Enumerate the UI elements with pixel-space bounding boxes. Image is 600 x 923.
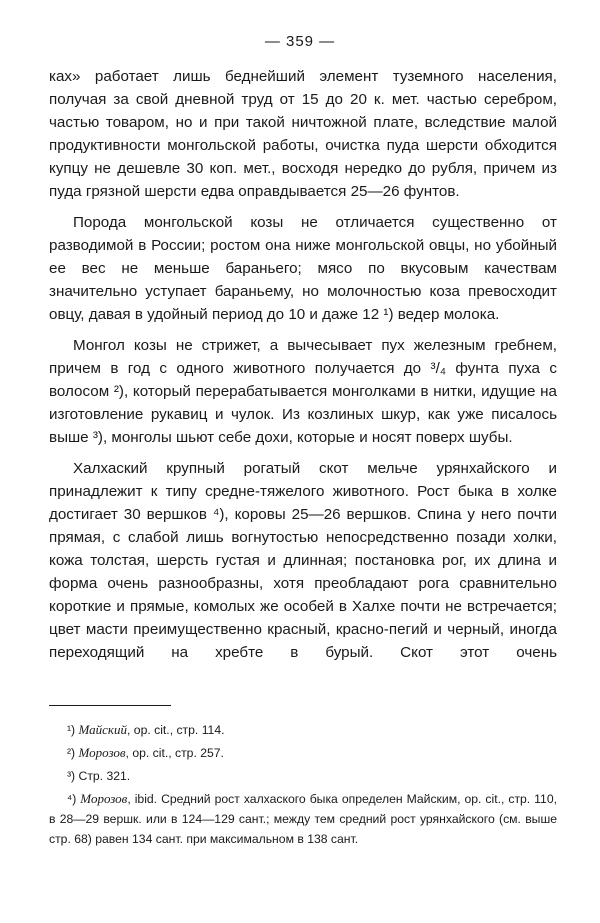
footnote-3 [49, 766, 557, 786]
footnote-author: Морозов [78, 745, 126, 760]
paragraph-goat-down: Монгол козы не стрижет, а вычесывает пух железным гребнем, причем в год с одного животного получается до ³/₄ фунта пуха с волосом ²), который перерабатывается монголками в нитки, идущие на изготовление рукавиц и чулок. Из козлиных шкур, как уже писалось выше ³), монголы шьют себе дохи, которые и носят поверх шубы. [49, 337, 557, 446]
main-text [49, 65, 557, 672]
footnotes [49, 720, 557, 852]
paragraph-cattle: Халхаский крупный рогатый скот мельче урянхайского и принадлежит к типу средне-тяжелого животного. Рост быка в холке достигает 30 вершков ⁴), коровы 25—26 вершков. Спина у него почти прямая, с слабой лишь вогнутостью непосредственно позади холки, кожа толстая, шерсть густая и длинная; постановка рог, их длина и форма очень разнообразны, хотя преобладают рога сравнительно короткие и прямые, комолых же особей в Халхе почти не встречается; цвет масти преимущественно красный, красно-пегий и черный, иногда переходящий на хребте в бурый. Скот этот очень [49, 460, 557, 661]
page-number: — 359 — [264, 33, 336, 50]
footnote-mark: ³) [67, 769, 76, 783]
footnote-mark: ⁴) [67, 792, 77, 806]
footnote-text: , op. cit., стр. 114. [127, 723, 225, 737]
footnote-mark: ¹) [67, 723, 76, 737]
footnote-mark: ²) [67, 746, 76, 760]
footnote-text: , op. cit., стр. 257. [125, 746, 224, 760]
footnote-text: , ibid. Средний рост халхаского быка определен Майским, op. cit., стр. 110, в 28—29 вершк. или в 124—129 сант.; между тем средний рост урянхайского (см. выше стр. 68) равен 134 сант. при максимальном в 138 сант. [49, 792, 557, 846]
footnote-divider [49, 705, 171, 706]
paragraph-wool-cleaning: ках» работает лишь беднейший элемент туземного населения, получая за свой дневной труд от 15 до 20 к. мет. частью серебром, частью товаром, но и при такой ничтожной плате, вследствие малой продуктивности монгольской работы, очистка пуда шерсти обходится купцу не дешевле 30 коп. мет., восходя нередко до рубля, причем из пуда грязной шерсти едва оправдывается 25—26 фунтов. [49, 68, 557, 200]
footnote-author: Морозов [80, 791, 128, 806]
footnote-2 [49, 743, 557, 763]
footnote-text: Стр. 321. [78, 769, 131, 783]
footnote-author: Майский [78, 722, 128, 737]
paragraph-goat-breed: Порода монгольской козы не отличается существенно от разводимой в России; ростом она ниже монгольской овцы, но убойный ее вес не меньше бараньего; мясо по вкусовым качествам значительно уступает бараньему, но молочностью коза превосходит овцу, давая в удойный период до 10 и даже 12 ¹) ведер молока. [49, 214, 557, 323]
footnote-4 [49, 789, 557, 849]
footnote-1 [49, 720, 557, 740]
